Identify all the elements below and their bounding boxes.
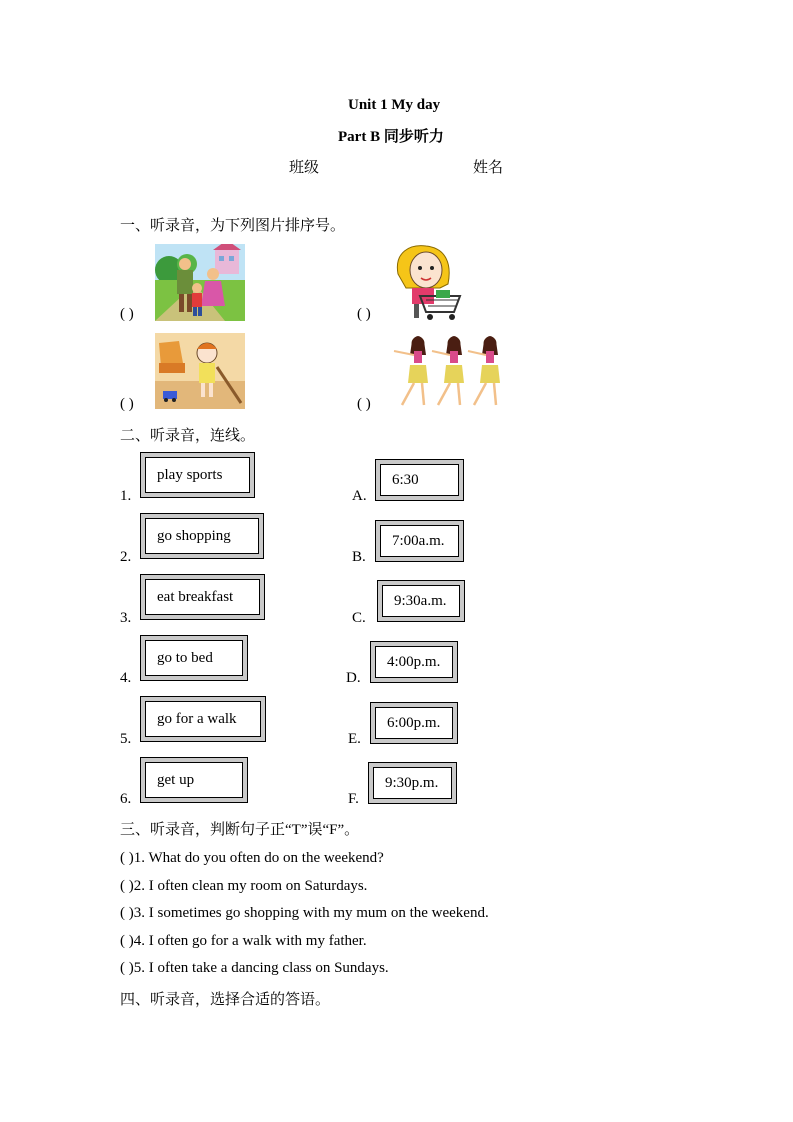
class-label: 班级 — [289, 160, 320, 176]
activity-text-1: play sports — [145, 457, 250, 493]
paren-1: ( ) — [120, 306, 134, 322]
time-text-e: 6:00p.m. — [375, 707, 453, 739]
activity-box-1[interactable] — [140, 452, 255, 498]
time-box-a[interactable] — [375, 459, 464, 501]
page-title: Unit 1 My day — [348, 97, 441, 113]
tf-item-2: ( )2. I often clean my room on Saturdays. — [120, 878, 368, 894]
activity-text-6: get up — [145, 762, 243, 798]
time-box-e[interactable] — [370, 702, 458, 744]
tf-item-1: ( )1. What do you often do on the weekend? — [120, 850, 384, 866]
tf-item-4: ( )4. I often go for a walk with my father. — [120, 933, 367, 949]
time-text-a: 6:30 — [380, 464, 459, 496]
right-letter-a: A. — [352, 488, 367, 504]
time-text-d: 4:00p.m. — [375, 646, 453, 678]
activity-text-4: go to bed — [145, 640, 243, 676]
right-letter-e: E. — [348, 731, 361, 747]
name-label: 姓名 — [473, 160, 504, 176]
left-num-1: 1. — [120, 488, 132, 504]
activity-text-2: go shopping — [145, 518, 259, 554]
time-box-b[interactable] — [375, 520, 464, 562]
paren-4: ( ) — [357, 396, 371, 412]
right-letter-c: C. — [352, 610, 366, 626]
activity-text-3: eat breakfast — [145, 579, 260, 615]
dancing-girls-picture — [388, 333, 510, 410]
time-text-c: 9:30a.m. — [382, 585, 460, 617]
left-num-5: 5. — [120, 731, 132, 747]
girl-shopping-cart-picture — [390, 244, 468, 322]
section4-heading: 四、听录音，选择合适的答语。 — [120, 992, 331, 1008]
right-letter-b: B. — [352, 549, 366, 565]
activity-text-5: go for a walk — [145, 701, 261, 737]
activity-box-3[interactable] — [140, 574, 265, 620]
right-letter-f: F. — [348, 791, 359, 807]
time-text-b: 7:00a.m. — [380, 525, 459, 557]
page-subtitle: Part B 同步听力 — [338, 129, 444, 145]
section1-heading: 一、听录音，为下列图片排序号。 — [120, 218, 346, 234]
activity-box-2[interactable] — [140, 513, 264, 559]
section3-heading: 三、听录音，判断句子正“T”误“F”。 — [120, 822, 360, 838]
time-box-c[interactable] — [377, 580, 465, 622]
paren-3: ( ) — [120, 396, 134, 412]
family-walk-picture — [155, 244, 245, 321]
left-num-6: 6. — [120, 791, 132, 807]
activity-box-4[interactable] — [140, 635, 248, 681]
left-num-4: 4. — [120, 670, 132, 686]
right-letter-d: D. — [346, 670, 361, 686]
time-text-f: 9:30p.m. — [373, 767, 452, 799]
activity-box-5[interactable] — [140, 696, 266, 742]
child-cleaning-room-picture — [155, 333, 245, 409]
activity-box-6[interactable] — [140, 757, 248, 803]
paren-2: ( ) — [357, 306, 371, 322]
section2-heading: 二、听录音，连线。 — [120, 428, 256, 444]
left-num-2: 2. — [120, 549, 132, 565]
time-box-f[interactable] — [368, 762, 457, 804]
tf-item-3: ( )3. I sometimes go shopping with my mum on the weekend. — [120, 905, 489, 921]
left-num-3: 3. — [120, 610, 132, 626]
tf-item-5: ( )5. I often take a dancing class on Sundays. — [120, 960, 389, 976]
time-box-d[interactable] — [370, 641, 458, 683]
